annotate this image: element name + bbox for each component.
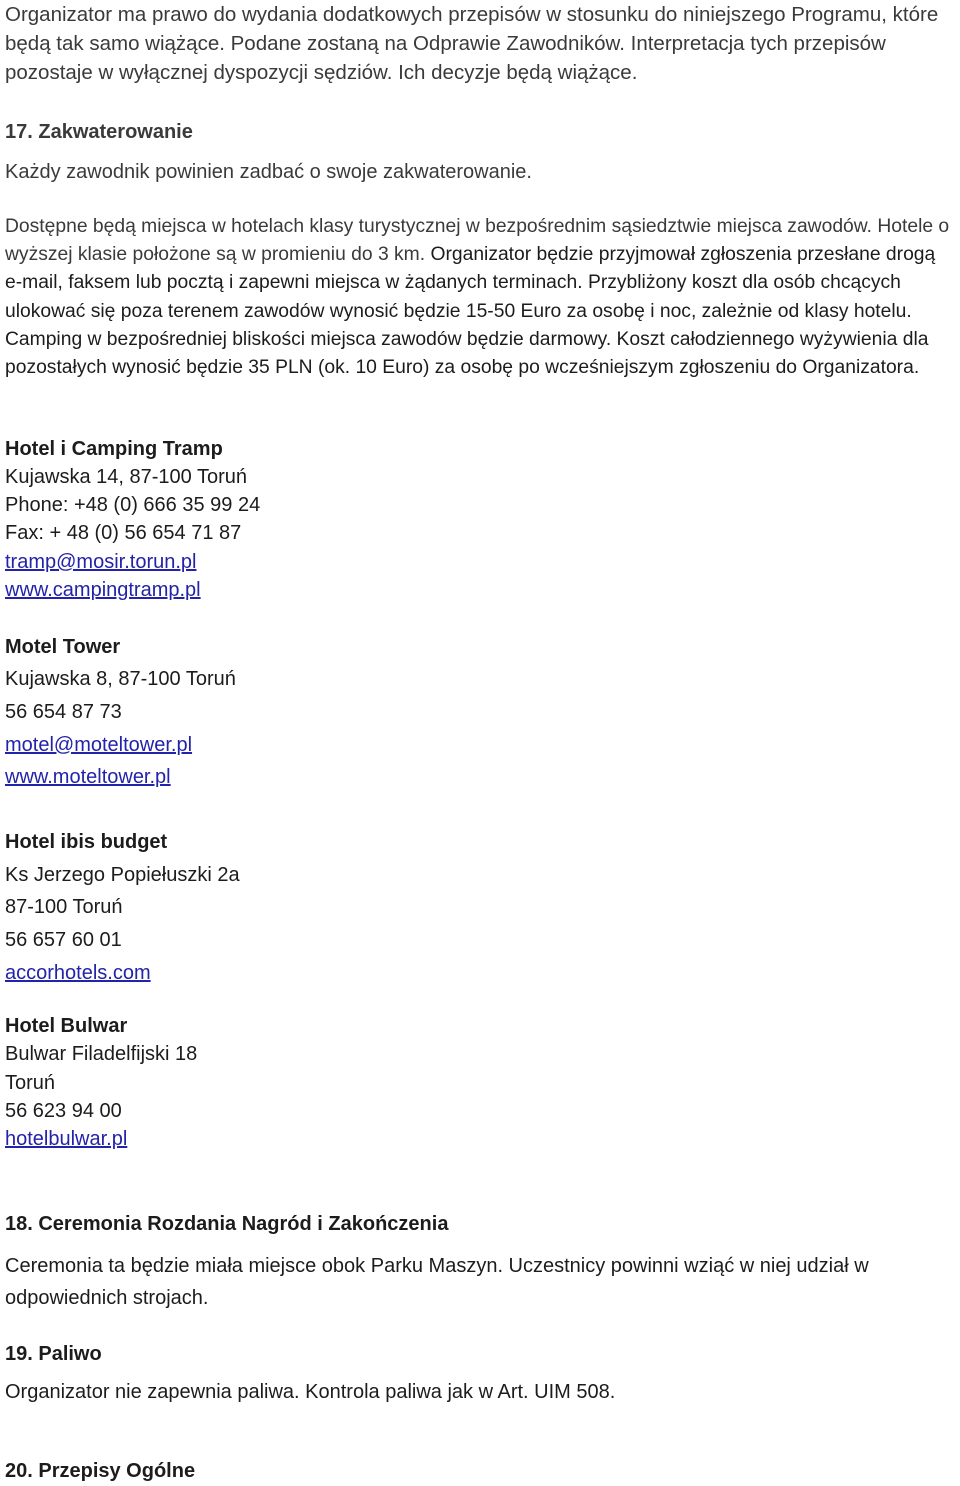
hotel-website-link[interactable]: www.campingtramp.pl	[5, 579, 201, 601]
hotel-phone: 56 623 94 00	[5, 1100, 122, 1122]
hotel-address: Kujawska 8, 87-100 Toruń	[5, 668, 236, 690]
hotel-fax: Fax: + 48 (0) 56 654 71 87	[5, 522, 242, 544]
hotel-website-link[interactable]: hotelbulwar.pl	[5, 1128, 128, 1150]
hotel-name: Hotel i Camping Tramp	[5, 438, 223, 460]
hotel-name: Motel Tower	[5, 636, 121, 658]
hotel-name: Hotel Bulwar	[5, 1015, 128, 1037]
section-17-heading: 17. Zakwaterowanie	[5, 121, 193, 143]
section-17-paragraph-2	[5, 213, 954, 382]
hotel-website-link[interactable]: www.moteltower.pl	[5, 766, 171, 788]
section-17-paragraph-2-part-1: Dostępne będą miejsca w hotelach klasy turystycznej w bezpośrednim sąsiedztwie miejsca zawodów. Hotele o wyższej klasie położone są w promieniu do 3 km.	[5, 216, 950, 266]
section-18-heading: 18. Ceremonia Rozdania Nagród i Zakończenia	[5, 1213, 449, 1235]
hotel-city: 87-100 Toruń	[5, 896, 123, 918]
section-19-heading: 19. Paliwo	[5, 1343, 102, 1365]
section-17-paragraph-2-part-2: Organizator będzie przyjmował zgłoszenia przesłane drogą e-mail, faksem lub pocztą i zapewni miejsca w żądanych terminach. Przybliżony koszt dla osób chcących ulokować się poza terenem zawodów wynosić będzie 15-50 Euro za osobę i noc, zależnie od klasy hotelu. Camping w bezpośredniej bliskości miejsca zawodów będzie darmowy. Koszt całodziennego wyżywienia dla pozostałych wynosić będzie 35 PLN (ok. 10 Euro) za osobę po wcześniejszym zgłoszeniu do Organizatora.	[5, 244, 936, 379]
section-19-paragraph: Organizator nie zapewnia paliwa. Kontrola paliwa jak w Art. UIM 508.	[5, 1381, 616, 1403]
hotel-address: Ks Jerzego Popiełuszki 2a	[5, 864, 240, 886]
hotel-phone: 56 657 60 01	[5, 929, 122, 951]
hotel-email-link[interactable]: tramp@mosir.torun.pl	[5, 551, 197, 573]
hotel-phone: 56 654 87 73	[5, 701, 122, 723]
hotel-website-link[interactable]: accorhotels.com	[5, 962, 151, 984]
hotel-address: Bulwar Filadelfijski 18	[5, 1043, 198, 1065]
section-18-paragraph: Ceremonia ta będzie miała miejsce obok Parku Maszyn. Uczestnicy powinni wziąć w niej udział w odpowiednich strojach.	[5, 1255, 869, 1309]
section-20-heading: 20. Przepisy Ogólne	[5, 1460, 196, 1482]
hotel-city: Toruń	[5, 1072, 56, 1094]
hotel-email-link[interactable]: motel@moteltower.pl	[5, 734, 193, 756]
section-17-paragraph-1: Każdy zawodnik powinien zadbać o swoje zakwaterowanie.	[5, 161, 532, 183]
intro-paragraph: Organizator ma prawo do wydania dodatkowych przepisów w stosunku do niniejszego Programu, które będą tak samo wiążące. Podane zostaną na Odprawie Zawodników. Interpretacja tych przepisów pozostaje w wyłącznej dyspozycji sędziów. Ich decyzje będą wiążące.	[5, 3, 939, 84]
hotel-address: Kujawska 14, 87-100 Toruń	[5, 466, 248, 488]
hotel-name: Hotel ibis budget	[5, 831, 168, 853]
hotel-phone: Phone: +48 (0) 666 35 99 24	[5, 494, 261, 516]
